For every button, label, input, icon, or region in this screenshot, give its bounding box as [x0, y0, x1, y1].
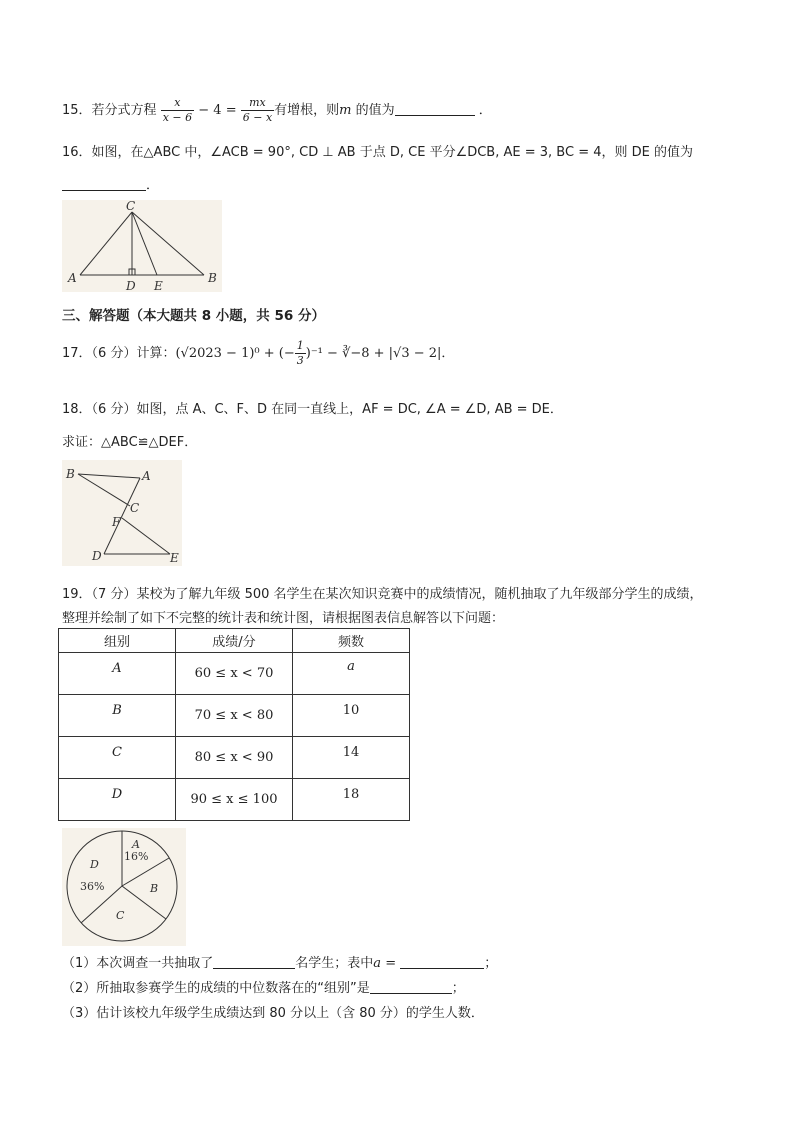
q15-suffix2: 的值为 [355, 103, 395, 118]
cell-frequency: a [293, 653, 410, 695]
q15-fraction-2: $\frac{mx}{6 - x}$ [242, 96, 273, 124]
label-e: E [154, 279, 163, 292]
label-f: F [112, 515, 121, 529]
frequency-table [58, 628, 410, 821]
q16-answer-line [62, 174, 159, 193]
q19-points: （7 分） [91, 587, 137, 602]
label-e: E [170, 551, 179, 565]
table-header-row [59, 629, 410, 653]
label-b: B [208, 271, 217, 285]
q15-end: ． [478, 103, 492, 118]
pie-label-c: C [116, 909, 125, 922]
q19-sub-2 [62, 977, 465, 996]
question-18 [62, 398, 563, 417]
q19-sub2-end: ； [451, 981, 465, 996]
cell-score: 60 ≤ x < 70 [176, 653, 293, 695]
q17-fraction: $\frac{1}{3}$ [296, 339, 304, 367]
cell-group: A [59, 653, 176, 695]
q16-answer-blank[interactable] [62, 176, 146, 191]
label-c: C [130, 501, 140, 515]
q19-line-1: 某校为了解九年级 500 名学生在某次知识竞赛中的成绩情况，随机抽取了九年级部分学生的成绩， [136, 587, 703, 602]
q17-prefix: 计算： [136, 346, 176, 361]
q19-sub1-blank-2[interactable] [400, 954, 484, 969]
question-17 [62, 336, 454, 372]
q19-sub1-end: ； [484, 956, 498, 971]
q18-figure [62, 460, 182, 566]
cell-frequency: 10 [293, 695, 410, 737]
pie-divider-3 [122, 886, 166, 919]
q18-figure-svg [62, 460, 182, 566]
label-d: D [92, 549, 102, 563]
table-row [59, 653, 410, 695]
cell-score: 80 ≤ x < 90 [176, 737, 293, 779]
q15-mid: − 4 = [198, 103, 237, 118]
label-a: A [142, 469, 151, 483]
segment-ac [80, 212, 132, 275]
q18-points: （6 分） [91, 402, 137, 417]
header-group: 组别 [59, 629, 176, 653]
q19-sub2-blank[interactable] [370, 979, 452, 994]
q19-sub1-a: （1）本次调查一共抽取了 [62, 956, 214, 971]
pie-chart-svg [62, 828, 186, 946]
table-row [59, 737, 410, 779]
segment-fe [122, 518, 170, 554]
q15-answer-blank[interactable] [395, 101, 475, 116]
label-b: B [66, 467, 75, 481]
cell-score: 90 ≤ x ≤ 100 [176, 779, 293, 821]
label-d: D [126, 279, 136, 292]
cell-frequency: 18 [293, 779, 410, 821]
pie-label-d: D [90, 858, 99, 871]
segment-ad [104, 478, 140, 554]
q19-number: 19． [62, 587, 92, 602]
q16-triangle-figure [62, 200, 222, 292]
table-row [59, 695, 410, 737]
segment-ba [78, 474, 140, 478]
question-19 [62, 583, 703, 602]
segment-bc [78, 474, 130, 506]
cell-score: 70 ≤ x < 80 [176, 695, 293, 737]
header-frequency: 频数 [293, 629, 410, 653]
pie-label-b: B [150, 882, 159, 895]
question-16 [62, 141, 693, 160]
cell-group: D [59, 779, 176, 821]
q15-fraction-1: $\frac{x}{x - 6}$ [162, 96, 193, 124]
q18-prove: 求证：△ABC≌△DEF． [62, 435, 198, 450]
q19-sub2-text: （2）所抽取参赛学生的成绩的中位数落在的“组别”是 [62, 981, 370, 996]
pie-label-a: A [132, 838, 140, 851]
pie-chart-figure [62, 828, 186, 946]
pie-pct-a: 16% [124, 850, 149, 863]
q15-var: m [339, 103, 352, 118]
q17-expr-1: (√2023 − 1)⁰ + (− [175, 346, 295, 361]
label-c: C [126, 200, 136, 213]
q17-points: （6 分） [91, 346, 137, 361]
pie-pct-d: 36% [80, 880, 105, 893]
q19-sub1-b: 名学生；表中 [295, 956, 374, 971]
q19-line-2: 整理并绘制了如下不完整的统计表和统计图，请根据图表信息解答以下问题： [62, 611, 505, 626]
table-row [59, 779, 410, 821]
q16-text: 如图，在△ABC 中，∠ACB = 90°, CD ⊥ AB 于点 D, CE 平分∠DCB, AE = 3, BC = 4，则 DE 的值为 [91, 145, 693, 160]
cell-group: C [59, 737, 176, 779]
q15-suffix: 有增根，则 [274, 103, 340, 118]
cell-group: B [59, 695, 176, 737]
cell-frequency: 14 [293, 737, 410, 779]
q16-end: ． [146, 178, 160, 193]
question-15 [62, 93, 492, 129]
q19-sub-3: （3）估计该校九年级学生成绩达到 80 分以上（含 80 分）的学生人数． [62, 1006, 484, 1021]
q15-prefix: 若分式方程 [91, 103, 157, 118]
q19-sub1-eq: = [385, 956, 397, 971]
q19-sub1-blank-1[interactable] [213, 954, 295, 969]
section-3-heading: 三、解答题（本大题共 8 小题，共 56 分） [62, 308, 325, 324]
q17-expr-2: )⁻¹ − ∛−8 + |√3 − 2|． [305, 346, 455, 361]
q16-figure-svg [62, 200, 222, 292]
q19-sub-1 [62, 952, 497, 971]
q18-number: 18． [62, 402, 92, 417]
label-a: A [68, 271, 77, 285]
q16-number: 16． [62, 145, 92, 160]
q18-text: 如图，点 A、C、F、D 在同一直线上，AF = DC, ∠A = ∠D, AB = DE． [136, 402, 563, 417]
header-score: 成绩/分 [176, 629, 293, 653]
q19-sub1-var: a [373, 956, 382, 971]
q17-number: 17． [62, 346, 92, 361]
q15-number: 15． [62, 103, 92, 118]
segment-ce [132, 212, 157, 275]
segment-cb [132, 212, 204, 275]
